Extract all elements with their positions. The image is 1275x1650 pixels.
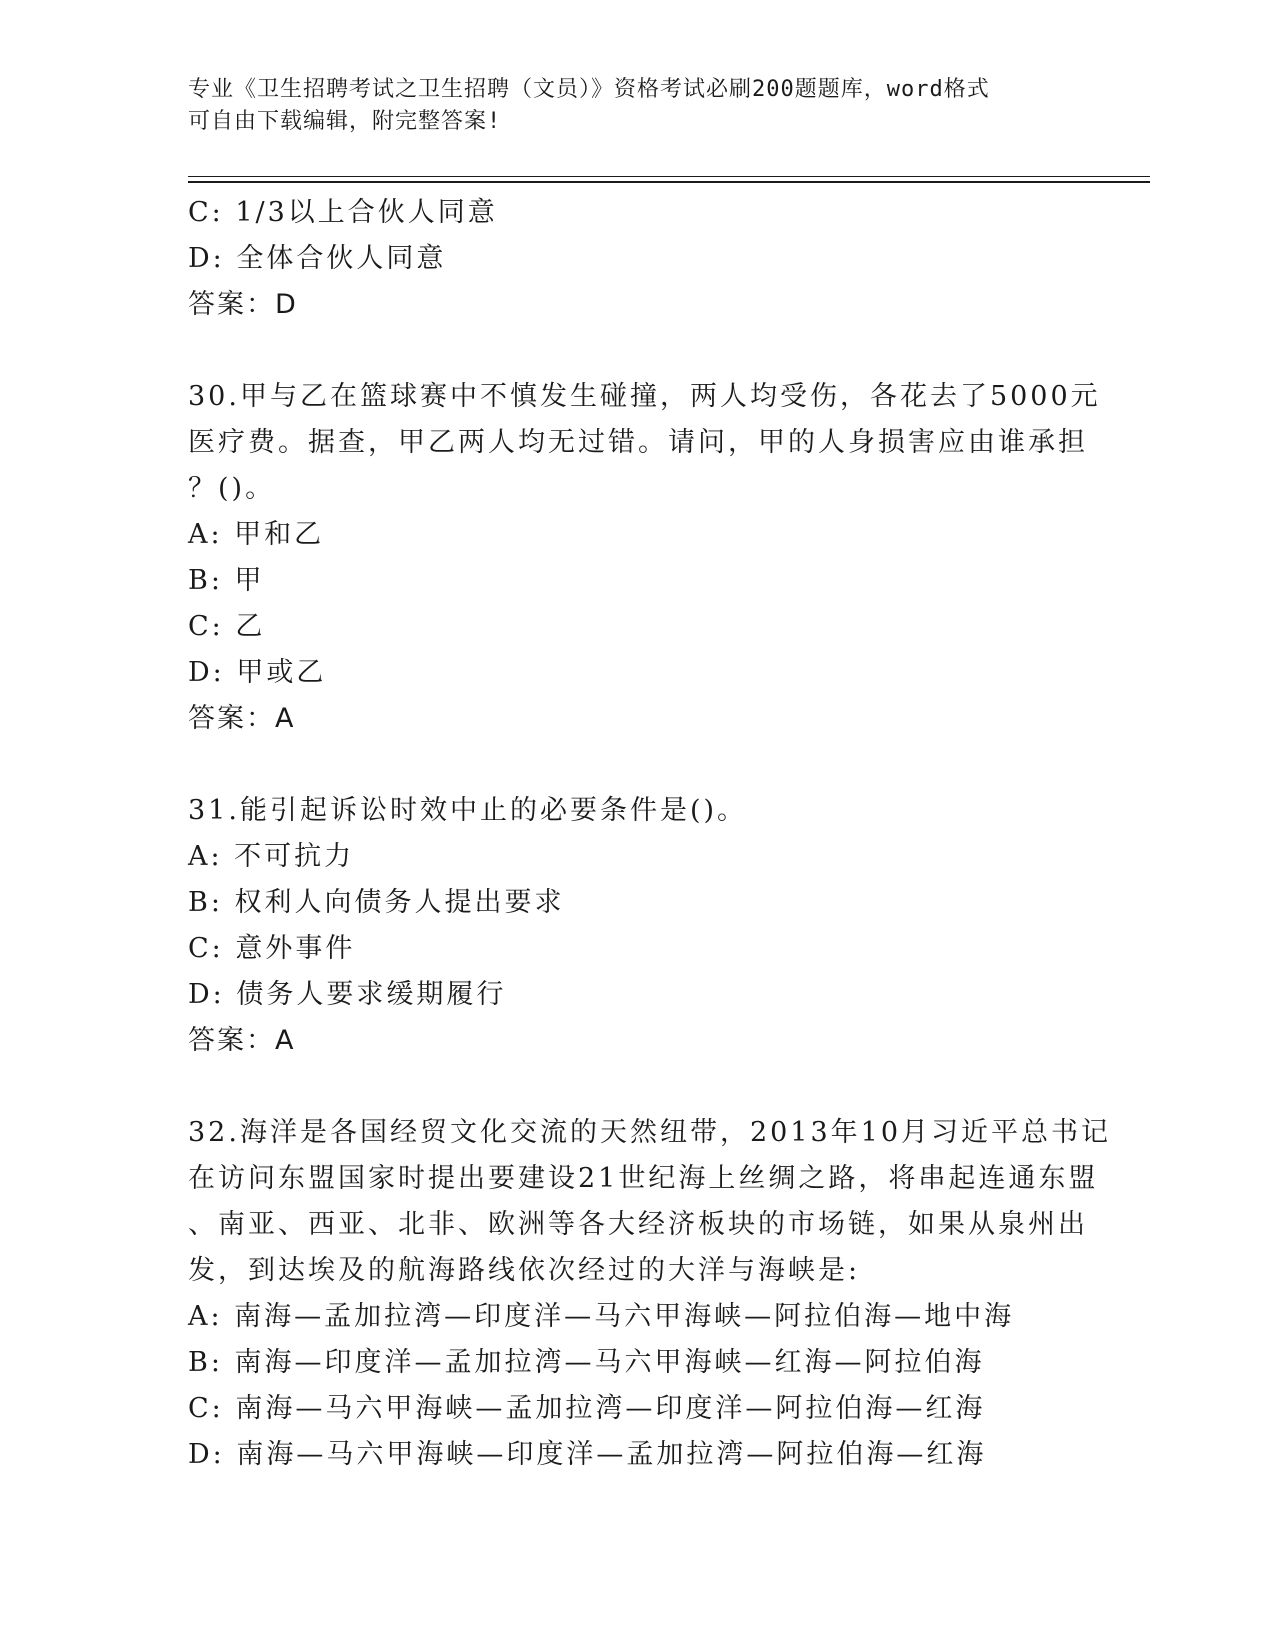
option-d: D: 南海—马六甲海峡—印度洋—孟加拉湾—阿拉伯海—红海 — [188, 1439, 987, 1470]
question-29-tail — [188, 190, 1148, 328]
option-c: C: 1/3以上合伙人同意 — [188, 197, 498, 228]
question-stem-line: 31.能引起诉讼时效中止的必要条件是()。 — [188, 795, 748, 826]
question-stem-line: 、南亚、西亚、北非、欧洲等各大经济板块的市场链，如果从泉州出 — [188, 1209, 1088, 1240]
header-divider-thick — [188, 181, 1150, 183]
header-title-line-1: 专业《卫生招聘考试之卫生招聘（文员）》资格考试必刷200题题库，word格式 — [188, 77, 990, 102]
option-a: A: 南海—孟加拉湾—印度洋—马六甲海峡—阿拉伯海—地中海 — [188, 1301, 1015, 1332]
question-list — [188, 190, 1148, 1478]
option-c: C: 乙 — [188, 611, 266, 642]
option-a: A: 甲和乙 — [188, 519, 325, 550]
header-title-line-2: 可自由下载编辑，附完整答案! — [188, 109, 502, 134]
question-32 — [188, 1110, 1148, 1478]
option-a: A: 不可抗力 — [188, 841, 355, 872]
option-d: D: 甲或乙 — [188, 657, 327, 688]
option-b: B: 南海—印度洋—孟加拉湾—马六甲海峡—红海—阿拉伯海 — [188, 1347, 985, 1378]
option-d: D: 债务人要求缓期履行 — [188, 979, 507, 1010]
option-b: B: 权利人向债务人提出要求 — [188, 887, 565, 918]
question-stem-line: 医疗费。据查，甲乙两人均无过错。请问，甲的人身损害应由谁承担 — [188, 427, 1088, 458]
question-stem-line: 32.海洋是各国经贸文化交流的天然纽带，2013年10月习近平总书记 — [188, 1117, 1112, 1148]
option-d: D: 全体合伙人同意 — [188, 243, 447, 274]
spacer — [188, 328, 1148, 374]
page-header — [188, 74, 1068, 138]
option-c: C: 意外事件 — [188, 933, 356, 964]
option-b: B: 甲 — [188, 565, 265, 596]
answer-label: 答案：A — [188, 1025, 296, 1056]
answer-label: 答案：D — [188, 289, 298, 320]
question-stem-line: ？()。 — [188, 473, 276, 504]
header-divider-thin — [188, 176, 1150, 177]
answer-label: 答案：A — [188, 703, 296, 734]
question-30 — [188, 374, 1148, 742]
spacer — [188, 742, 1148, 788]
question-stem-line: 在访问东盟国家时提出要建设21世纪海上丝绸之路，将串起连通东盟 — [188, 1163, 1099, 1194]
question-stem-line: 30.甲与乙在篮球赛中不慎发生碰撞，两人均受伤，各花去了5000元 — [188, 381, 1101, 412]
question-31 — [188, 788, 1148, 1064]
spacer — [188, 1064, 1148, 1110]
option-c: C: 南海—马六甲海峡—孟加拉湾—印度洋—阿拉伯海—红海 — [188, 1393, 986, 1424]
question-stem-line: 发，到达埃及的航海路线依次经过的大洋与海峡是: — [188, 1255, 861, 1286]
